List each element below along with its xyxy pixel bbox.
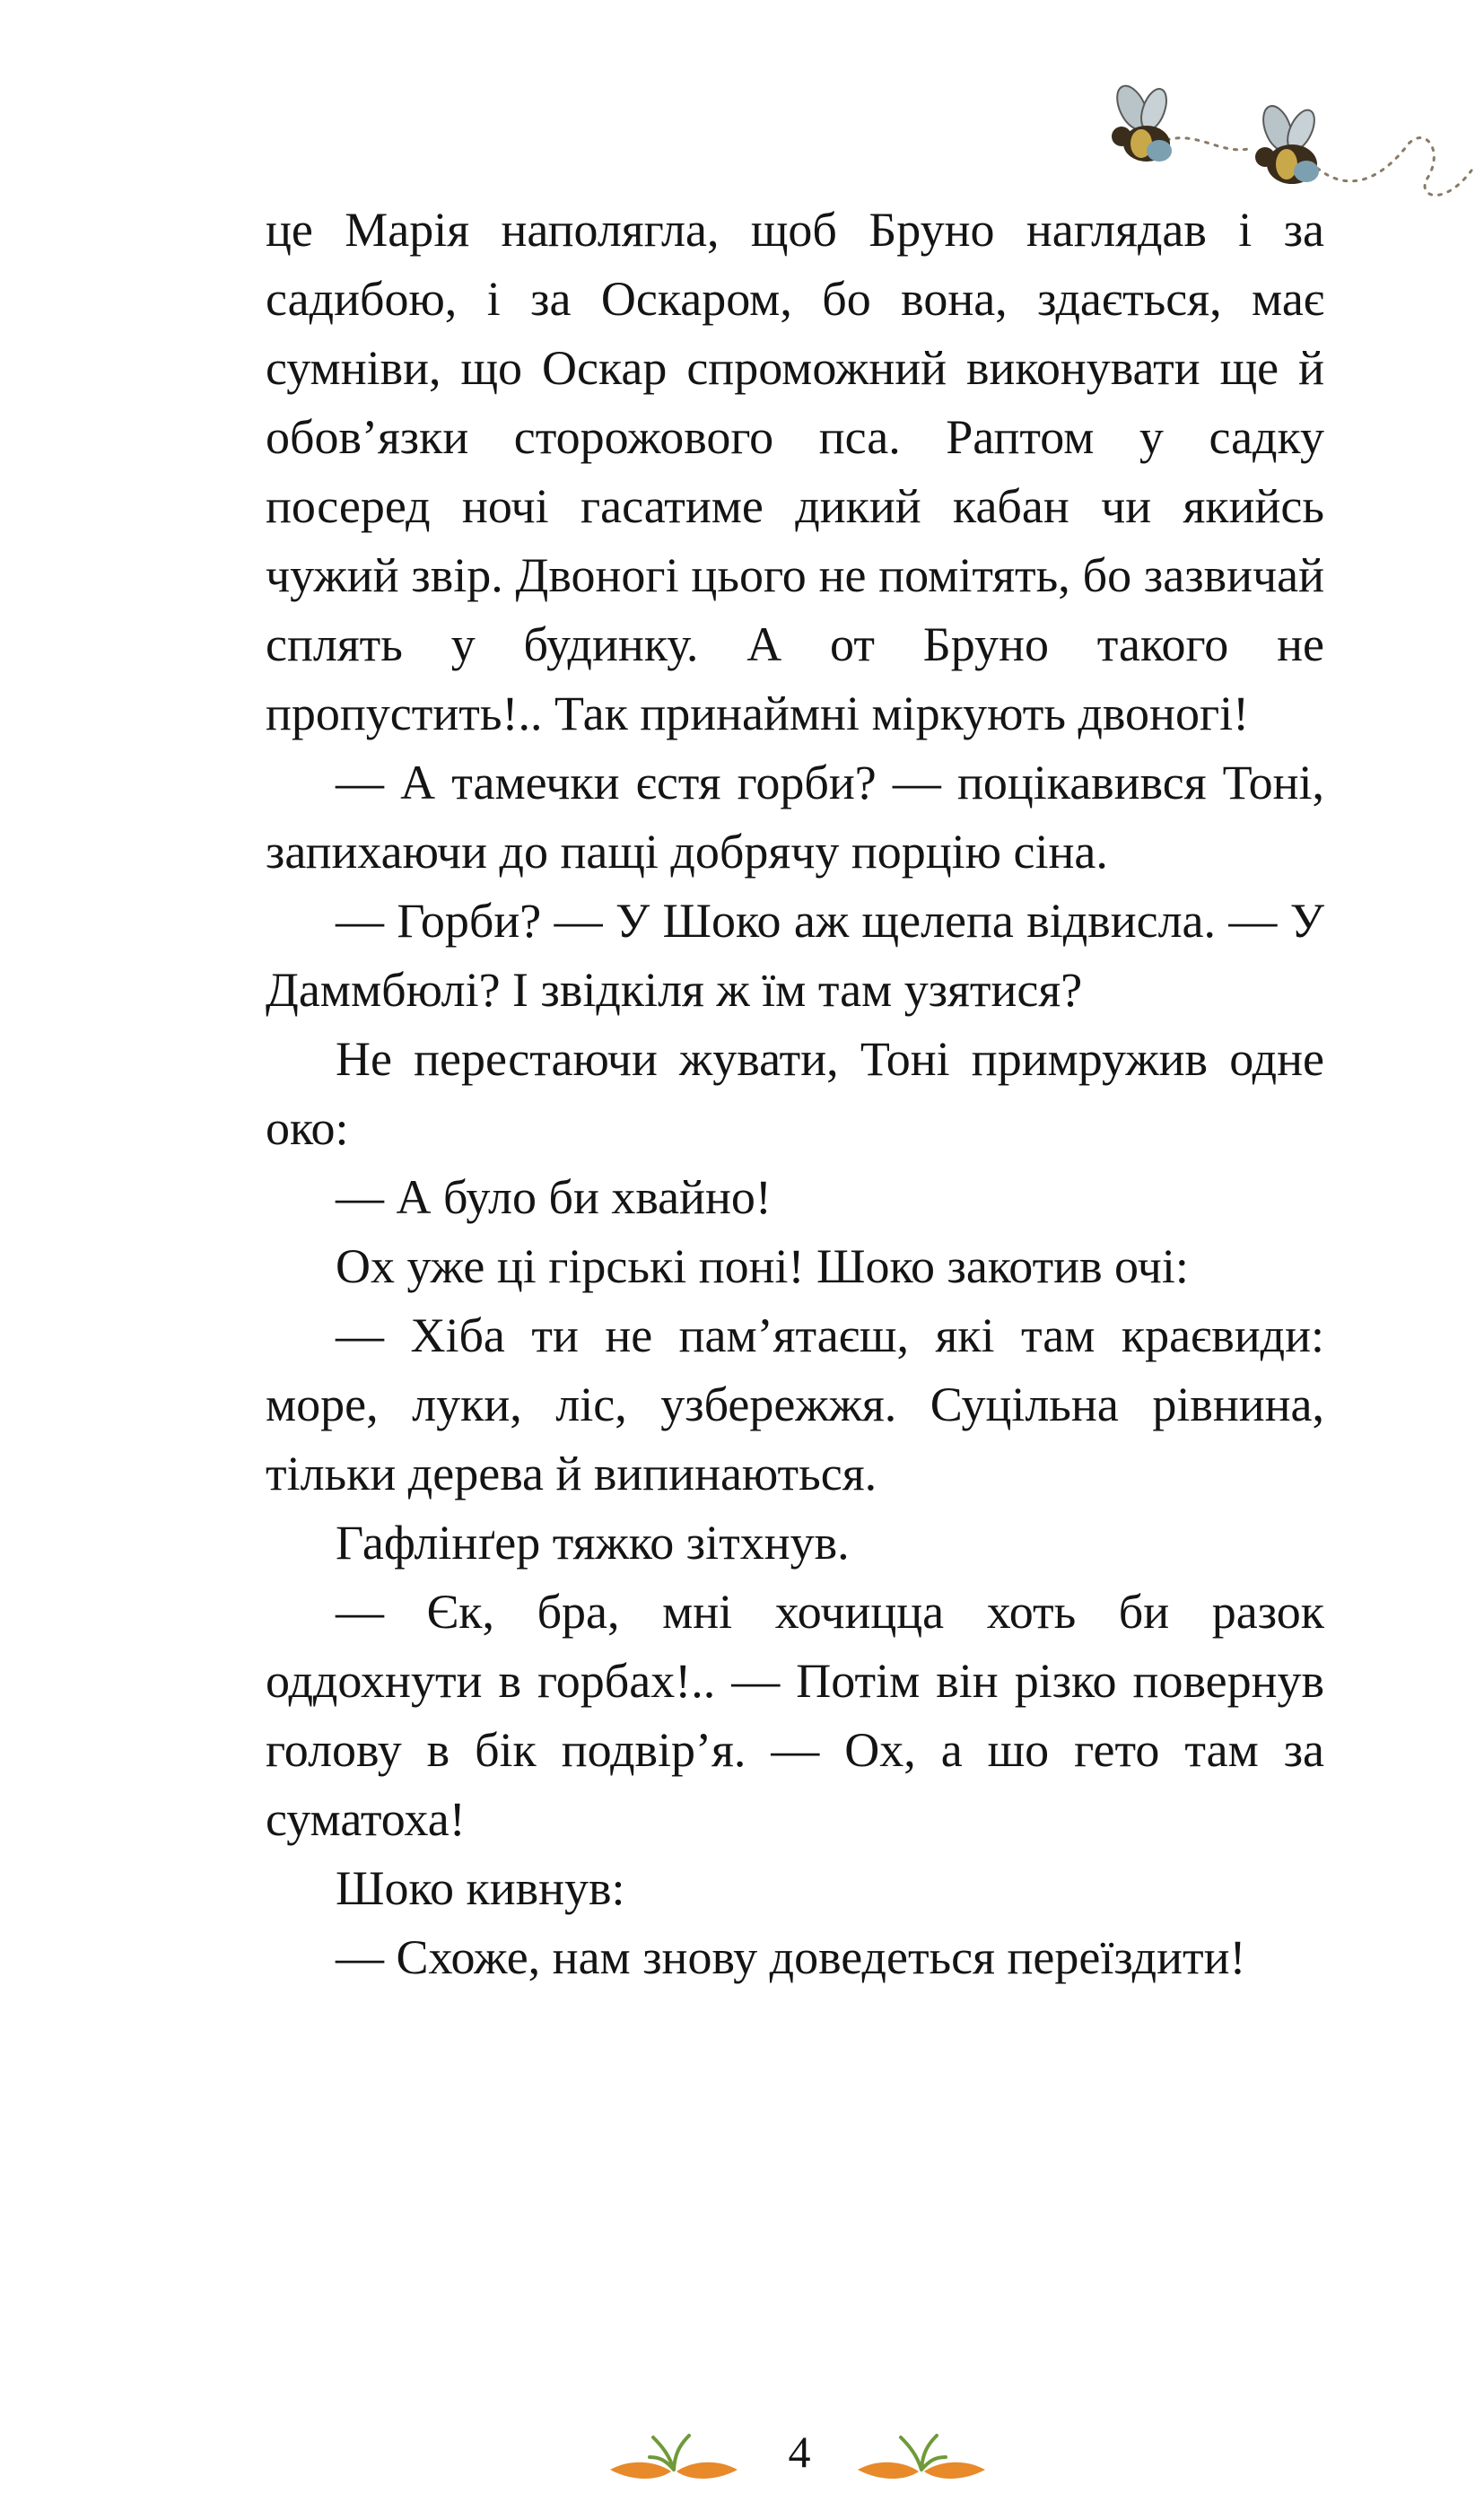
page-number: 4 — [788, 2427, 811, 2477]
paragraph: — Горби? — У Шоко аж щелепа відвисла. — У Даммбюлі? І звідкіля ж їм там узятися? — [266, 894, 1324, 1017]
paragraph: Гафлінґер тяжко зітхнув. — [336, 1516, 850, 1570]
paragraph: — Єк, бра, мні хочицца хоть би разок оддохнути в горбах!.. — Потім він різко повернув голову в бік подвір’я. — Ох, а шо гето там за суматоха! — [266, 1585, 1324, 1846]
bee-right-icon — [1255, 102, 1320, 184]
paragraph: — А тамечки єстя горби? — поцікавився Тоні, запихаючи до пащі добрячу порцію сіна. — [266, 756, 1324, 879]
page-body — [266, 196, 1324, 1992]
paragraph: це Марія наполягла, щоб Бруно наглядав і за садибою, і за Оскаром, бо вона, здається, має сумніви, що Оскар спроможний виконувати ще й обов’язки сторожового пса. Раптом у садку посеред ночі гасатиме дикий кабан чи якийсь чужий звір. Двоногі цього не помітять, бо зазвичай сплять у будинку. А от Бруно такого не пропустить!.. Так принаймні міркують двоногі! — [266, 203, 1324, 740]
carrot-icon — [607, 2430, 741, 2493]
paragraph: Ох уже ці гірські поні! Шоко закотив очі: — [336, 1239, 1189, 1293]
paragraph: — Хіба ти не пам’ятаєш, які там краєвиди: море, луки, ліс, узбережжя. Суцільна рівнина, тільки дерева й випинаються. — [266, 1308, 1324, 1500]
paragraph: — Схоже, нам знову доведеться переїздити! — [336, 1930, 1246, 1984]
paragraph: Не перестаючи жувати, Тоні примружив одне око: — [266, 1032, 1324, 1155]
bee-left-icon — [1111, 82, 1172, 162]
paragraph: Шоко кивнув: — [336, 1861, 625, 1915]
paragraph: — А було би хвайно! — [336, 1170, 772, 1224]
carrot-icon — [854, 2430, 989, 2493]
